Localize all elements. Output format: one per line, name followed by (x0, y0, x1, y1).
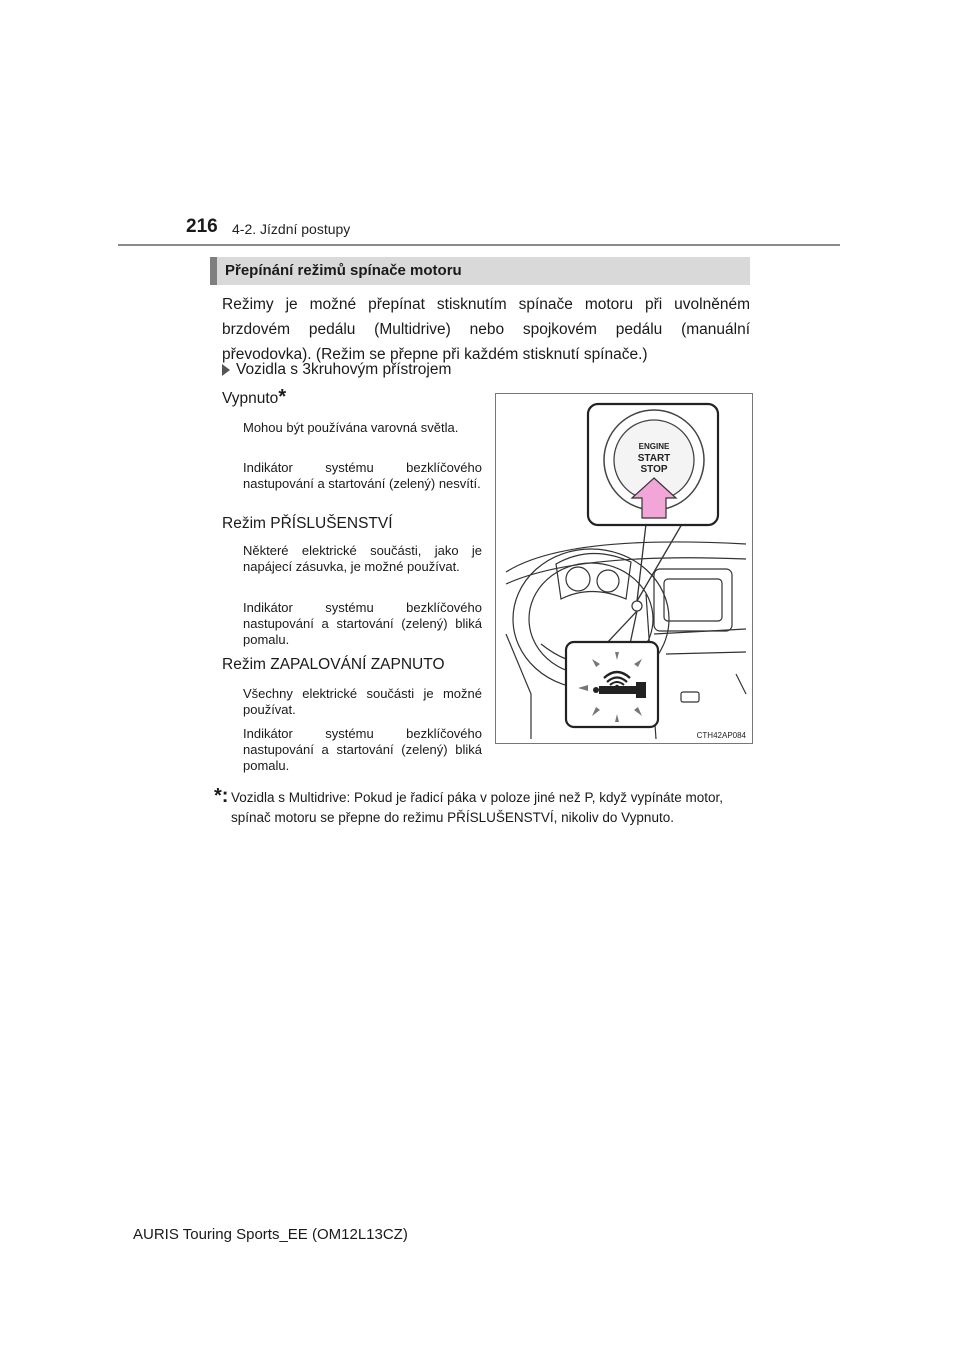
heading-bar-accent (210, 257, 217, 285)
footnote-text: Vozidla s Multidrive: Pokud je řadicí páka v poloze jiné než P, když vypínáte motor, spínač motoru se přepne do režimu PŘÍSLUŠENSTVÍ, nikoliv do Vypnuto. (231, 790, 724, 825)
button-text-stop: STOP (640, 464, 668, 475)
mode-on-desc2: Indikátor systému bezklíčového nastupování a startování (zelený) bliká pomalu. (243, 726, 482, 773)
dash-top-line (506, 542, 746, 572)
center-display (664, 579, 722, 621)
mode-on-title: Režim ZAPALOVÁNÍ ZAPNUTO (222, 656, 445, 673)
mode-acc-desc2: Indikátor systému bezklíčového nastupování a startování (zelený) bliká pomalu. (243, 600, 482, 647)
mode-off-title: Vypnuto* (222, 386, 287, 408)
mode-acc-title: Režim PŘÍSLUŠENSTVÍ (222, 515, 393, 532)
mode-off-desc1: Mohou být používána varovná světla. (243, 420, 459, 435)
button-text-engine: ENGINE (638, 442, 670, 451)
callout-line-button (637, 524, 646, 601)
mode-off-desc2: Indikátor systému bezklíčového nastupování a startování (zelený) nesvítí. (243, 460, 482, 491)
engine-switch-small (632, 601, 642, 611)
section-title: 4-2. Jízdní postupy (232, 221, 351, 237)
footer-text: AURIS Touring Sports_EE (OM12L13CZ) (133, 1226, 408, 1243)
bullet-item (222, 361, 451, 379)
mode-acc-desc1: Některé elektrické součásti, jako je napájecí zásuvka, je možné používat. (243, 543, 482, 574)
heading-title: Přepínání režimů spínače motoru (225, 262, 462, 279)
button-text-start: START (637, 453, 671, 464)
bullet-text: Vozidla s 3kruhovým přístrojem (236, 361, 452, 378)
header-rule (118, 244, 840, 246)
figure-code: CTH42AP084 (696, 731, 746, 740)
asterisk-mark: * (278, 386, 287, 408)
mode-on-desc1: Všechny elektrické součásti je možné používat. (243, 686, 482, 717)
footnote-mark: *: (214, 785, 229, 807)
dashboard-illustration (495, 393, 753, 744)
page-number: 216 (186, 216, 218, 237)
intro-paragraph: Režimy je možné přepínat stisknutím spínače motoru při uvolněném brzdovém pedálu (Multidrive) nebo spojkovém pedálu (manuální převodovka). (Režim se přepne při každém stisknutí spínače.) (222, 296, 750, 363)
dashboard-svg (496, 394, 752, 743)
footnote (214, 785, 750, 828)
triangle-bullet-icon (222, 364, 230, 376)
